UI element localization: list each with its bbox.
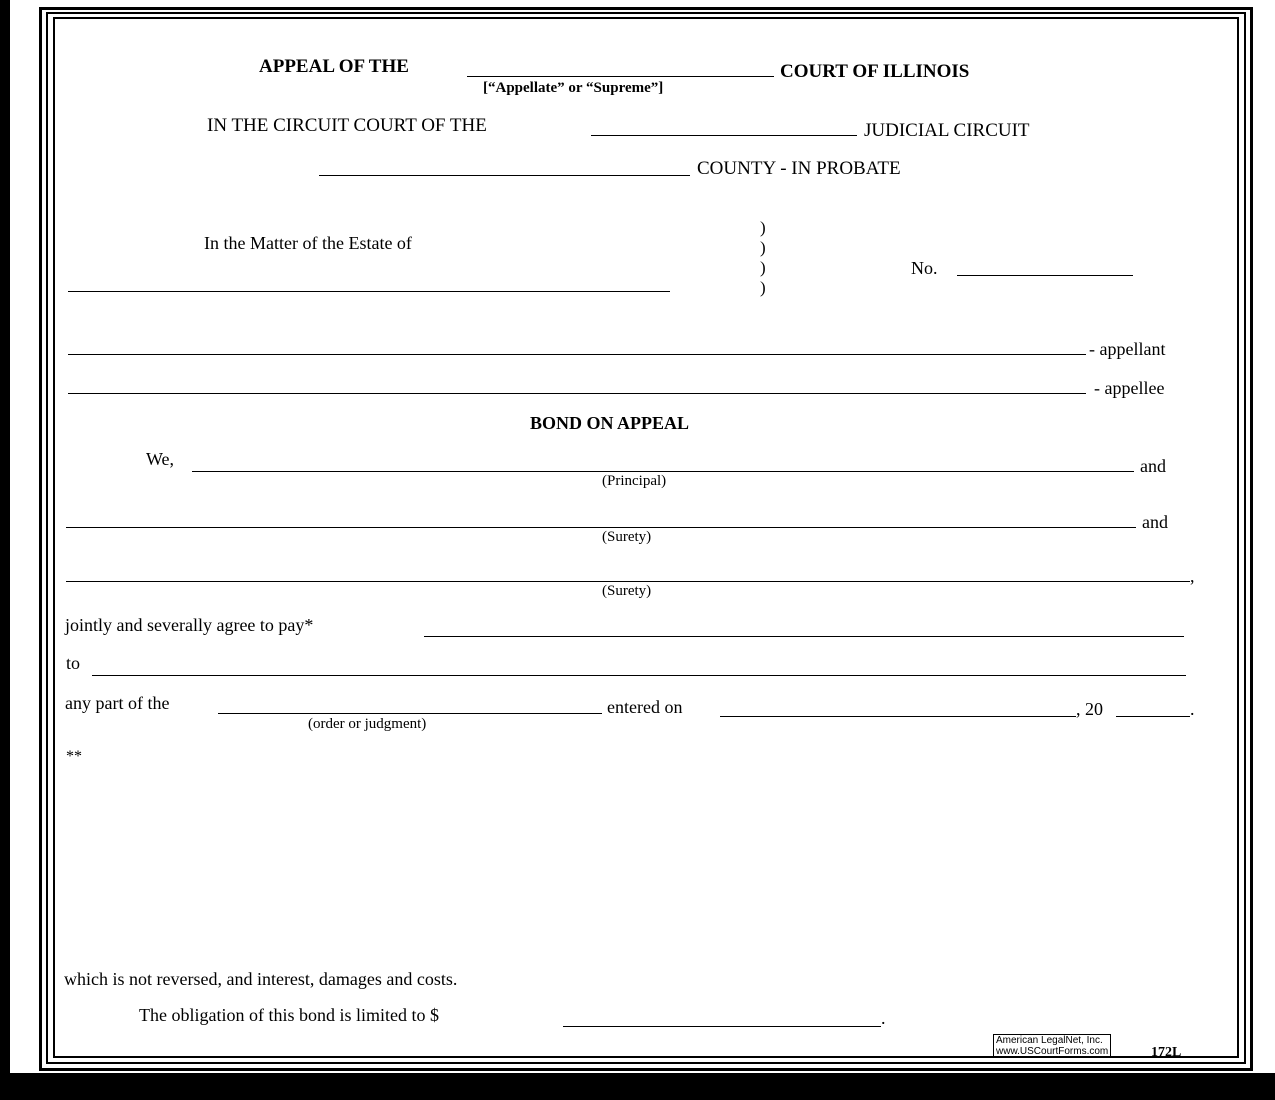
surety2-field[interactable] bbox=[66, 581, 1190, 582]
estate-name-field[interactable] bbox=[68, 291, 670, 292]
court-type-field[interactable] bbox=[467, 76, 774, 77]
order-field[interactable] bbox=[218, 713, 602, 714]
appeal-of-the: APPEAL OF THE bbox=[259, 56, 409, 77]
county-field[interactable] bbox=[319, 175, 690, 176]
not-reversed-text: which is not reversed, and interest, damages and costs. bbox=[64, 969, 458, 989]
estate-of-label: In the Matter of the Estate of bbox=[204, 233, 412, 253]
appellant-label: - appellant bbox=[1089, 339, 1166, 359]
scan-edge bbox=[0, 0, 10, 1100]
case-no-label: No. bbox=[911, 258, 938, 278]
publisher-stamp bbox=[993, 1034, 1111, 1058]
circuit-field[interactable] bbox=[591, 135, 857, 136]
paren: ) bbox=[760, 238, 766, 257]
we-label: We, bbox=[146, 449, 175, 469]
paren: ) bbox=[760, 278, 766, 297]
period: . bbox=[881, 1008, 886, 1028]
appellee-label: - appellee bbox=[1094, 378, 1165, 398]
publisher-url: www.USCourtForms.com bbox=[996, 1046, 1109, 1057]
surety1-field[interactable] bbox=[66, 527, 1136, 528]
form-title: BOND ON APPEAL bbox=[530, 413, 690, 433]
year-field[interactable] bbox=[1116, 716, 1190, 717]
court-hint: [“Appellate” or “Supreme”] bbox=[483, 80, 664, 96]
judicial-circuit-label: JUDICIAL CIRCUIT bbox=[864, 120, 1030, 141]
court-of-illinois: COURT OF ILLINOIS bbox=[780, 61, 970, 82]
agree-label: jointly and severally agree to pay* bbox=[65, 615, 314, 635]
obligation-amount-field[interactable] bbox=[563, 1026, 881, 1027]
order-hint: (order or judgment) bbox=[308, 716, 427, 732]
and-label: and bbox=[1142, 512, 1168, 532]
appellee-field[interactable] bbox=[68, 393, 1086, 394]
payee-field[interactable] bbox=[92, 675, 1186, 676]
scan-edge-bottom bbox=[0, 1073, 1275, 1100]
to-label: to bbox=[66, 653, 81, 673]
entered-on-label: entered on bbox=[607, 697, 683, 717]
circuit-court-label: IN THE CIRCUIT COURT OF THE bbox=[207, 115, 487, 136]
any-part-label: any part of the bbox=[65, 693, 170, 713]
double-star-note: ** bbox=[66, 748, 82, 765]
publisher-name: American LegalNet, Inc. bbox=[996, 1035, 1103, 1046]
year-prefix: , 20 bbox=[1076, 699, 1103, 719]
comma: , bbox=[1190, 566, 1195, 586]
principal-field[interactable] bbox=[192, 471, 1134, 472]
surety2-hint: (Surety) bbox=[602, 583, 652, 599]
period: . bbox=[1190, 699, 1195, 719]
and-label: and bbox=[1140, 456, 1166, 476]
amount-field[interactable] bbox=[424, 636, 1184, 637]
case-no-field[interactable] bbox=[957, 275, 1133, 276]
form-number: 172L bbox=[1151, 1045, 1182, 1060]
paren: ) bbox=[760, 218, 766, 237]
date-field[interactable] bbox=[720, 716, 1076, 717]
county-label: COUNTY - IN PROBATE bbox=[697, 158, 901, 179]
surety1-hint: (Surety) bbox=[602, 529, 652, 545]
paren: ) bbox=[760, 258, 766, 277]
appellant-field[interactable] bbox=[68, 354, 1086, 355]
principal-hint: (Principal) bbox=[602, 473, 667, 489]
obligation-text: The obligation of this bond is limited to $ bbox=[139, 1005, 439, 1025]
